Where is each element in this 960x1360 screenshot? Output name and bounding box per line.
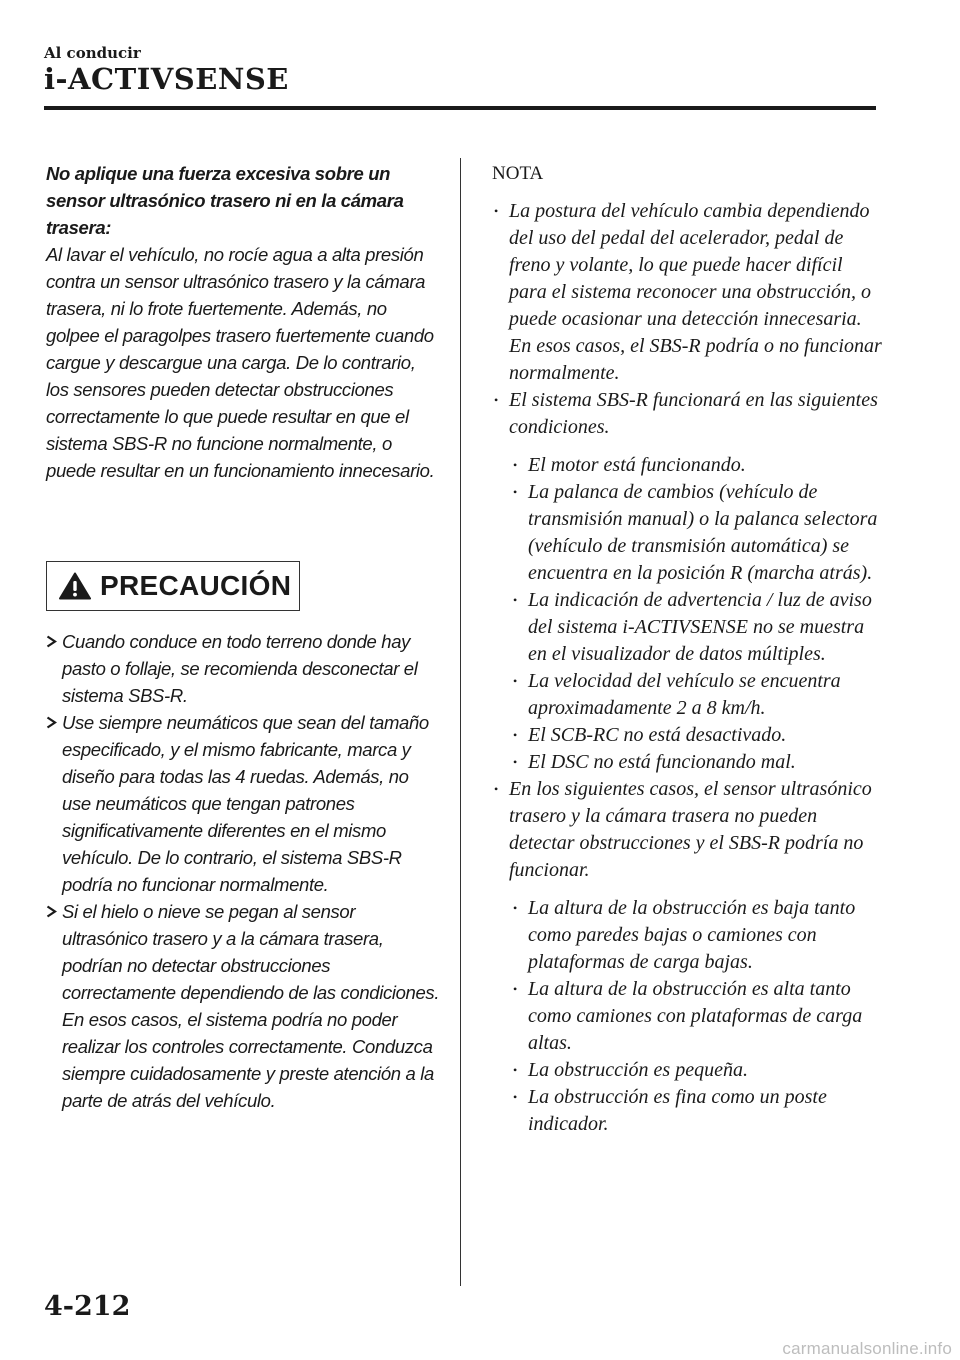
caution-item: [46, 709, 440, 898]
case-item: [490, 1057, 882, 1084]
header-rule: [44, 106, 876, 110]
condition-item: [490, 749, 882, 776]
right-column: [490, 160, 882, 1138]
chapter-title: i-ACTIVSENSE: [44, 62, 289, 96]
condition-item: [490, 452, 882, 479]
condition-text: La indicación de advertencia / luz de aviso del sistema i-ACTIVSENSE no se muestra en el visualizador de datos múltiples.: [528, 589, 872, 665]
condition-item: [490, 587, 882, 668]
bullet-dot-icon: •: [494, 393, 499, 407]
case-text: La obstrucción es fina como un poste indicador.: [528, 1086, 827, 1135]
condition-item: [490, 479, 882, 587]
caution-item: [46, 628, 440, 709]
bullet-dot-icon: •: [494, 204, 499, 218]
arrow-bullet-icon: [46, 716, 57, 729]
condition-item: [490, 722, 882, 749]
case-item: [490, 1084, 882, 1138]
note-bullet: [490, 198, 882, 387]
note-heading: NOTA: [492, 163, 544, 184]
running-head: Al conducir: [44, 44, 141, 62]
notice-title: No aplique una fuerza excesiva sobre un sensor ultrasónico trasero ni en la cámara trasera:: [46, 163, 404, 238]
warning-triangle-icon: [59, 572, 91, 600]
case-item: [490, 976, 882, 1057]
case-text: La altura de la obstrucción es baja tanto como paredes bajas o camiones con plataformas de carga bajas.: [528, 897, 856, 973]
caution-item-text: Si el hielo o nieve se pegan al sensor ultrasónico trasero y a la cámara trasera, podrían no detectar obstrucciones correctamente dependiendo de las condiciones. En esos casos, el sistema podría no poder realizar los controles correctamente. Conduzca siempre cuidadosamente y preste atención a la parte de atrás del vehículo.: [62, 901, 440, 1111]
left-column: [46, 160, 440, 484]
caution-item-text: Cuando conduce en todo terreno donde hay pasto o follaje, se recomienda desconectar el sistema SBS-R.: [62, 631, 418, 706]
note-bullet: [490, 387, 882, 441]
case-text: La obstrucción es pequeña.: [528, 1059, 748, 1081]
case-item: [490, 895, 882, 976]
note-bullet-text: El sistema SBS-R funcionará en las siguientes condiciones.: [509, 389, 878, 438]
notice-body: Al lavar el vehículo, no rocíe agua a alta presión contra un sensor ultrasónico trasero y la cámara trasera, ni lo frote fuertemente. Además, no golpee el paragolpes trasero fuertemente cuando cargue y descargue una carga. De lo contrario, los sensores pueden detectar obstrucciones correctamente lo que puede resultar en que el sistema SBS-R no funcione normalmente, o puede resultar en un funcionamiento innecesario.: [46, 244, 435, 481]
condition-item: [490, 668, 882, 722]
condition-text: El SCB-RC no está desactivado.: [528, 724, 787, 746]
bullet-dot-icon: •: [513, 458, 518, 472]
bullet-dot-icon: •: [513, 728, 518, 742]
condition-text: La palanca de cambios (vehículo de transmisión manual) o la palanca selectora (vehículo de transmisión automática) se encuentra en la posición R (marcha atrás).: [528, 481, 878, 584]
column-divider: [460, 158, 461, 1286]
condition-text: El DSC no está funcionando mal.: [528, 751, 796, 773]
caution-list: [46, 628, 440, 1114]
caution-header: [46, 561, 300, 611]
watermark: carmanualsonline.info: [782, 1339, 952, 1358]
bullet-dot-icon: •: [513, 593, 518, 607]
bullet-dot-icon: •: [513, 901, 518, 915]
condition-text: La velocidad del vehículo se encuentra aproximadamente 2 a 8 km/h.: [528, 670, 841, 719]
bullet-dot-icon: •: [513, 1063, 518, 1077]
note-bullet: [490, 776, 882, 884]
note-bullet-text: En los siguientes casos, el sensor ultrasónico trasero y la cámara trasera no pueden detectar obstrucciones y el SBS-R podría no funcionar.: [509, 778, 872, 881]
caution-label: PRECAUCIÓN: [100, 570, 292, 601]
bullet-dot-icon: •: [513, 674, 518, 688]
condition-text: El motor está funcionando.: [528, 454, 746, 476]
case-text: La altura de la obstrucción es alta tanto como camiones con plataformas de carga altas.: [528, 978, 863, 1054]
note-bullet-text: La postura del vehículo cambia dependiendo del uso del pedal del acelerador, pedal de freno y volante, lo que puede hacer difícil para el sistema reconocer una obstrucción, o puede ocasionar una detección innecesaria. En esos casos, el SBS-R podría o no funcionar normalmente.: [509, 200, 882, 384]
arrow-bullet-icon: [46, 905, 57, 918]
bullet-dot-icon: •: [513, 755, 518, 769]
bullet-dot-icon: •: [494, 782, 499, 796]
bullet-dot-icon: •: [513, 485, 518, 499]
caution-item-text: Use siempre neumáticos que sean del tamaño especificado, y el mismo fabricante, marca y diseño para todas las 4 ruedas. Además, no use neumáticos que tengan patrones significativamente diferentes en el mismo vehículo. De lo contrario, el sistema SBS-R podría no funcionar normalmente.: [62, 712, 429, 895]
caution-item: [46, 898, 440, 1114]
bullet-dot-icon: •: [513, 1090, 518, 1104]
arrow-bullet-icon: [46, 635, 57, 648]
bullet-dot-icon: •: [513, 982, 518, 996]
page-number: 4-212: [44, 1291, 131, 1322]
